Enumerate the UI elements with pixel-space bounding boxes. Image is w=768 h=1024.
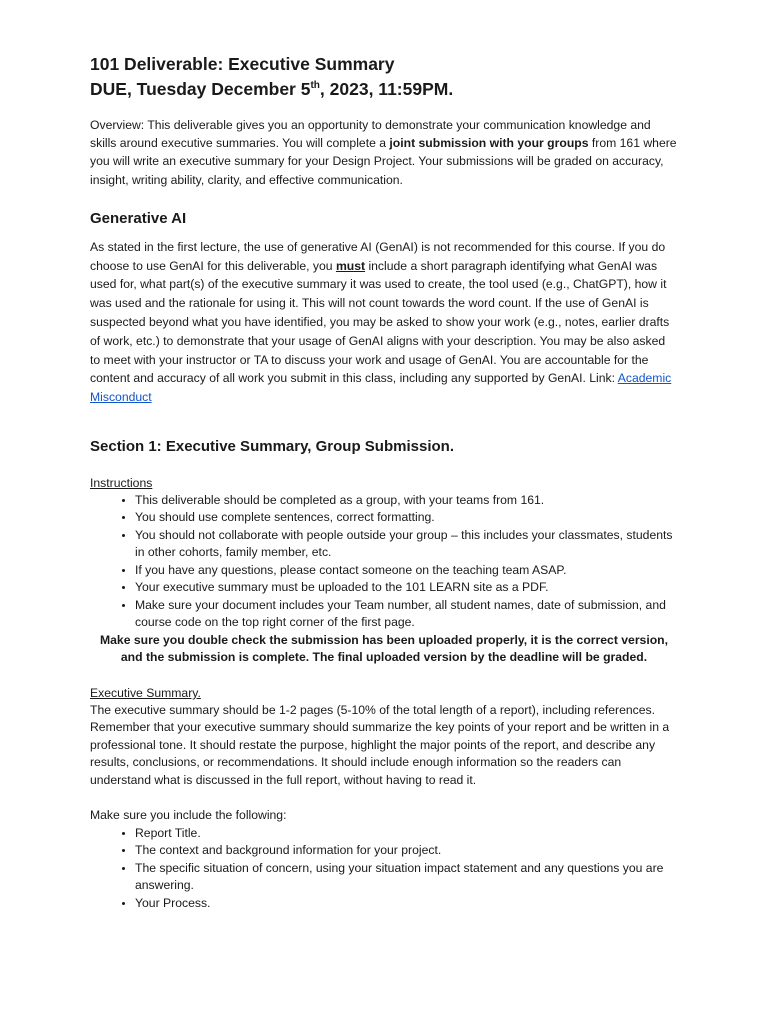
due-date-suffix: , 2023, 11:59PM. [319,79,454,99]
submission-warning: Make sure you double check the submission has been uploaded properly, it is the correct version, and the submission is complete. The final uploaded version by the deadline will be graded. [100,632,668,665]
list-item: • This deliverable should be completed as a group, with your teams from 161. [135,492,678,510]
overview-text-1: Overview: This deliverable gives you an opportunity to demonstrate your communication knowledge and skills around executive summaries. You will complete a [90,118,651,151]
instructions-list [90,492,678,632]
executive-summary-label: Executive Summary. [90,685,201,700]
genai-text-2: include a short paragraph identifying what GenAI was used for, what part(s) of the executive summary it was used to create, the tool used (e.g., ChatGPT), how it was used and the rationale for using it. This will not count towards the word count. If the use of GenAI is suspected beyond what you have identified, you may be asked to show your work (e.g., notes, earlier drafts of work, etc.) to demonstrate that your usage of GenAI aligns with your description. You may be also asked to meet with your instructor or TA to discuss your work and usage of GenAI. You are accountable for the content and accuracy of all work you submit in this class, including any supported by GenAI. Link: [90,258,670,386]
include-list [90,825,678,913]
due-date-ordinal: th [310,80,320,92]
list-item: • The specific situation of concern, using your situation impact statement and any questions you are answering. [135,860,678,895]
list-item: • Your Process. [135,895,678,913]
list-item: • Make sure your document includes your Team number, all student names, date of submission, and course code on the top right corner of the first page. [135,597,678,632]
document-title [90,52,678,102]
overview-text-2: from 161 where you will write an executive summary for your Design Project. Your submissions will be graded on accuracy, insight, writing ability, clarity, and effective communication. [90,136,677,187]
academic-misconduct-link[interactable]: Academic Misconduct [90,371,672,405]
genai-text-1: As stated in the first lecture, the use of generative AI (GenAI) is not recommended for this course. If you do choose to use GenAI for this deliverable, you [90,239,666,273]
list-item: • You should use complete sentences, correct formatting. [135,509,678,527]
genai-paragraph [90,238,678,407]
list-item: • Your executive summary must be uploaded to the 101 LEARN site as a PDF. [135,579,678,597]
due-date-prefix: DUE, Tuesday December 5 [90,79,311,99]
list-item: • You should not collaborate with people outside your group – this includes your classmates, students in other cohorts, family member, etc. [135,527,678,562]
section1-heading: Section 1: Executive Summary, Group Submission. [90,437,454,455]
genai-heading: Generative AI [90,209,187,227]
overview-bold-text: joint submission with your groups [389,136,589,151]
executive-summary-paragraph: The executive summary should be 1-2 pages (5-10% of the total length of a report), including references. Remember that your executive summary should summarize the key points of your report and be written in a professional tone. It should restate the purpose, highlight the major points of the report, and describe any results, conclusions, or recommendations. It should include enough information so the readers can understand what is discussed in the full report, without having to read it. [90,702,670,787]
include-intro: Make sure you include the following: [90,808,287,823]
overview-paragraph [90,116,678,189]
list-item: • The context and background information for your project. [135,842,678,860]
genai-must-emphasis: must [335,258,366,273]
list-item: • Report Title. [135,825,678,843]
instructions-label: Instructions [90,475,153,490]
title-line: 101 Deliverable: Executive Summary [90,54,395,74]
list-item: • If you have any questions, please contact someone on the teaching team ASAP. [135,562,678,580]
